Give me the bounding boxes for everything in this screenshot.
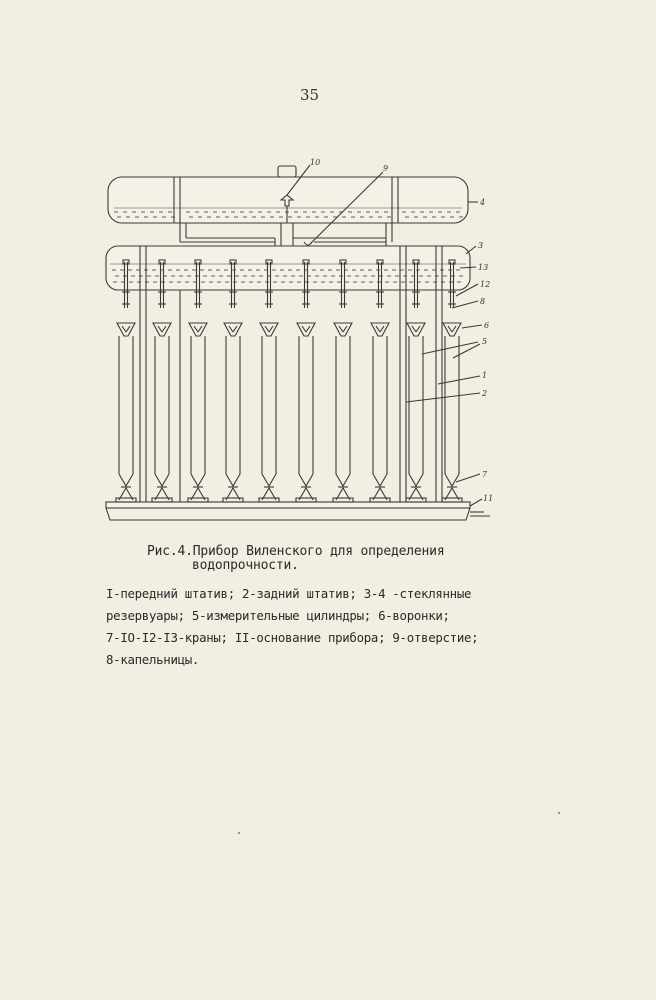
callout-number: 6 xyxy=(484,321,490,330)
caption-line-1: Рис.4.Прибор Виленского для определения xyxy=(147,544,445,559)
measuring-cylinder xyxy=(296,260,316,502)
callout-number: 11 xyxy=(483,494,494,503)
callout-number: 7 xyxy=(482,470,488,479)
callout-number: 8 xyxy=(480,297,486,306)
dust-speck xyxy=(238,832,240,834)
figure-legend xyxy=(106,583,626,671)
legend-line-3: 7-IO-I2-I3-краны; II-основание прибора; 9-отверстие; xyxy=(106,630,479,645)
upper-reservoir xyxy=(108,177,468,223)
apparatus-structure xyxy=(106,165,490,520)
callout-number: 1 xyxy=(482,371,488,380)
measuring-cylinder xyxy=(116,260,136,502)
measuring-units xyxy=(116,260,462,502)
callout-number: 2 xyxy=(482,389,488,398)
callout-number: 12 xyxy=(480,280,491,289)
callout-number: 10 xyxy=(310,158,321,167)
page-number: 35 xyxy=(300,86,320,104)
measuring-cylinder xyxy=(370,260,390,502)
callout-number: 5 xyxy=(482,337,488,346)
callout-number: 13 xyxy=(478,263,489,272)
callout-number: 3 xyxy=(478,241,484,250)
legend-line-2: резервуары; 5-измерительные цилиндры; 6-воронки; xyxy=(106,608,450,623)
legend-line-4: 8-капельницы. xyxy=(106,652,200,667)
measuring-cylinder xyxy=(333,260,353,502)
measuring-cylinder xyxy=(152,260,172,502)
measuring-cylinder xyxy=(406,260,426,502)
apparatus-figure xyxy=(100,150,500,530)
legend-line-1: I-передний штатив; 2-задний штатив; 3-4 -стеклянные xyxy=(106,586,472,601)
measuring-cylinder xyxy=(188,260,208,502)
callout-number: 4 xyxy=(480,198,486,207)
apparatus-base xyxy=(106,502,470,508)
caption-line-2: водопрочности. xyxy=(192,558,299,573)
upper-reservoir-neck xyxy=(278,166,296,177)
measuring-cylinder xyxy=(259,260,279,502)
callout-number: 9 xyxy=(383,164,389,173)
dust-speck xyxy=(558,812,560,814)
measuring-cylinder xyxy=(223,260,243,502)
figure-caption xyxy=(147,545,507,573)
